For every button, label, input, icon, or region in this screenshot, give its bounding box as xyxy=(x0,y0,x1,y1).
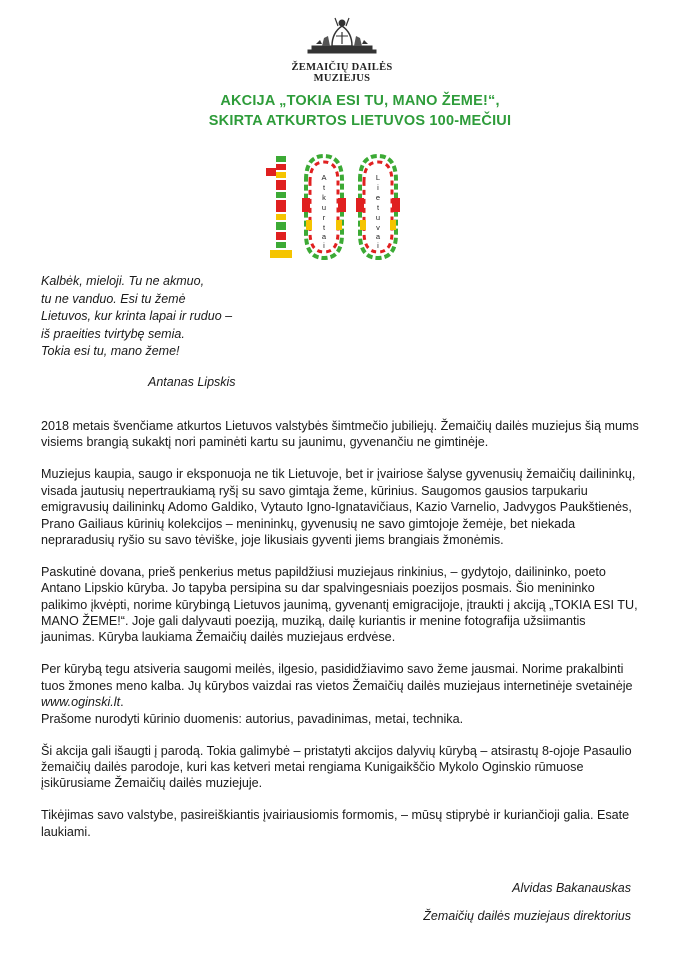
poem-line: tu ne vanduo. Esi tu žemė xyxy=(41,291,186,306)
museum-name: ŽEMAIČIŲ DAILĖS MUZIEJUS xyxy=(291,62,393,84)
poem-line: iš praeities tvirtybę semia. xyxy=(41,326,185,341)
website-link[interactable]: www.oginski.lt xyxy=(41,695,121,710)
svg-text:a: a xyxy=(375,232,381,241)
title-line-1: AKCIJA „TOKIA ESI TU, MANO ŽEME!“, xyxy=(220,93,500,109)
svg-text:e: e xyxy=(375,193,381,202)
paragraph-4-text: Per kūrybą tegu atsiveria saugomi meilės, ilgesio, pasididžiavimo savo žeme jausmai. Norime prakalbinti tuos žmones meno kalba. Jų kūrybos vaizdai ras vietos Žemaičių dailės muziejaus internetinėje svetainėje xyxy=(41,662,633,693)
palace-icon xyxy=(302,14,382,60)
svg-text:u: u xyxy=(375,213,381,222)
digit-zero-left xyxy=(302,156,346,258)
svg-text:r: r xyxy=(322,213,326,222)
svg-text:u: u xyxy=(321,203,327,212)
poem-line: Kalbėk, mieloji. Tu ne akmuo, xyxy=(41,274,205,288)
svg-text:i: i xyxy=(377,241,379,250)
paragraph-2: Muziejus kaupia, saugo ir eksponuoja ne tik Lietuvoje, bet ir įvairiose šalyse gyvenusių žemaičių dailininkų, visada jautusių nepertraukiamą ryšį su savo gimtąja žeme, kūrinius. Saugomos gausios tarpukariu emigravusių dailininkų Adomo Galdiko, Vytauto Igno-Ignatavičiaus, Kazio Varnelio, Jadvygos Paukštienės, Prano Gailiaus kūrinių kolekcijos – menininkų, gyvenusių ne savo gimtojoje žemėje, bet niekada nepraradusių ryšio su savo tėviške, joje likusiais gyventi jiems brangiais žmonėmis. xyxy=(41,467,636,547)
svg-text:i: i xyxy=(377,183,379,192)
page-title xyxy=(140,91,580,131)
digit-one xyxy=(266,156,292,258)
paragraph-3: Paskutinė dovana, prieš penkerius metus papildžiusi muziejaus rinkinius, – gydytojo, dailininko, poeto Antano Lipskio kūryba. Jo tapyba persipina su dar spalvingesniais poezijos posmais. Šio menininko palikimo įkvėpti, norime kūrybingą Lietuvos jaunimą, gyvenantį emigracijoje, įtraukti į akciją „TOKIA ESI TU, MANO ŽEME!“. Joje gali dalyvauti poeziją, muziką, dailę kuriantis ir menine fotografija užsiimantis jaunimas. Kūryba laukiama Žemaičių dailės muziejaus erdvėse. xyxy=(41,564,638,645)
svg-text:v: v xyxy=(376,223,380,232)
svg-text:t: t xyxy=(322,223,326,232)
paragraph-4-request: Prašome nurodyti kūrinio duomenis: autorius, pavadinimas, metai, technika. xyxy=(41,711,464,726)
lithuania-100-emblem xyxy=(262,150,418,266)
paragraph-4-end: . xyxy=(120,695,124,710)
paragraph-4 xyxy=(41,661,641,727)
poem-author: Antanas Lipskis xyxy=(148,375,236,389)
digit-zero-right xyxy=(356,156,400,258)
svg-text:t: t xyxy=(376,203,380,212)
svg-text:i: i xyxy=(323,241,325,250)
paragraph-5: Ši akcija gali išaugti į parodą. Tokia galimybė – pristatyti akcijos dalyvių kūrybą – atsirastų 8-ojoje Pasaulio žemaičių dailės parodoje, kuri kas ketveri metai rengiama Kunigaikščio Mykolo Oginskio rūmuose įsikūrusiame Žemaičių dailės muziejuje. xyxy=(41,743,632,791)
svg-text:t: t xyxy=(322,183,326,192)
paragraph-1: 2018 metais švenčiame atkurtos Lietuvos valstybės šimtmečio jubiliejų. Žemaičių dailės muziejus šią mums visiems brangią sukaktį nori paminėti kartu su jaunimu, gyvenančiu ne gimtinėje. xyxy=(41,419,639,450)
emblem-graphic xyxy=(262,150,418,266)
article-body xyxy=(41,418,641,856)
svg-text:k: k xyxy=(322,193,326,202)
museum-logo xyxy=(262,14,422,84)
title-line-2: SKIRTA ATKURTOS LIETUVOS 100-MEČIUI xyxy=(208,113,512,129)
poem-line: Tokia esi tu, mano žeme! xyxy=(41,344,180,358)
paragraph-6: Tikėjimas savo valstybe, pasireiškiantis įvairiausiomis formomis, – mūsų stiprybė ir kuriančioji galia. Esate laukiami. xyxy=(41,808,630,839)
svg-text:A: A xyxy=(321,173,327,182)
poem-line: Lietuvos, kur krinta lapai ir ruduo – xyxy=(41,309,233,323)
signature-name: Alvidas Bakanauskas xyxy=(512,881,631,895)
svg-text:a: a xyxy=(321,232,327,241)
signature-role: Žemaičių dailės muziejaus direktorius xyxy=(423,909,631,923)
svg-text:L: L xyxy=(375,173,381,182)
poem xyxy=(41,273,341,361)
